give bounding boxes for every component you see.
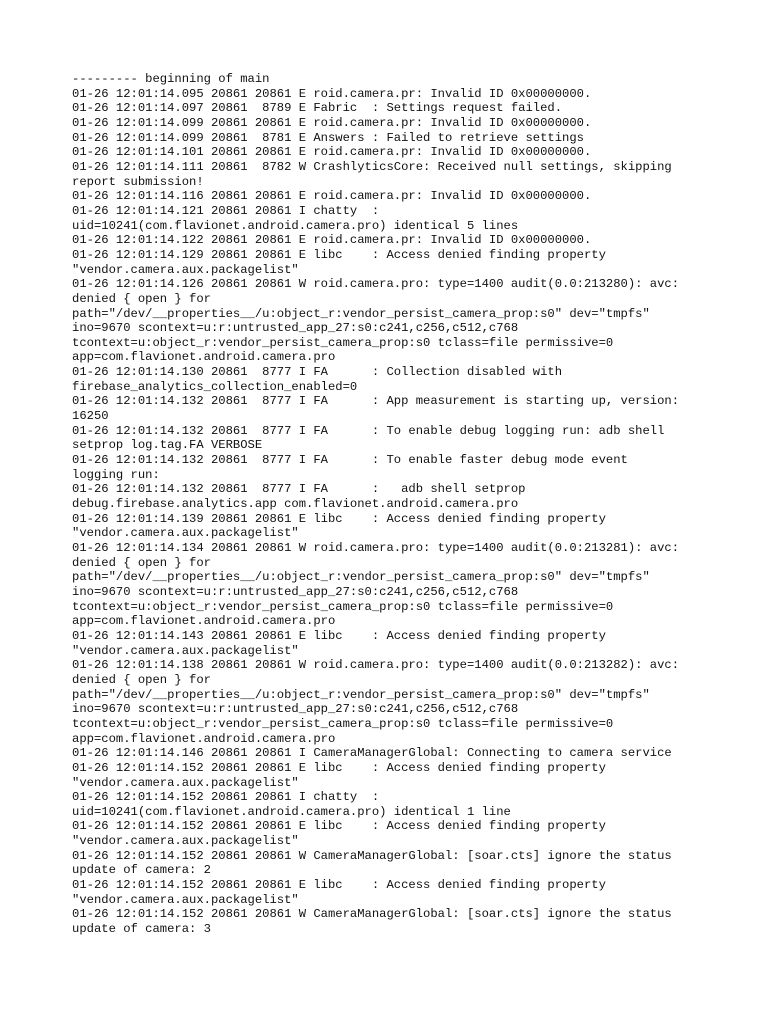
log-line: 01-26 12:01:14.152 20861 20861 I chatty : xyxy=(72,790,380,805)
log-line: app=com.flavionet.android.camera.pro xyxy=(72,350,336,365)
log-line: 01-26 12:01:14.121 20861 20861 I chatty : xyxy=(72,203,380,218)
log-line: 01-26 12:01:14.122 20861 20861 E roid.camera.pr: Invalid ID 0x00000000. xyxy=(72,233,592,248)
log-line: 01-26 12:01:14.111 20861 8782 W CrashlyticsCore: Received null settings, skipping xyxy=(72,159,672,174)
log-line: "vendor.camera.aux.packagelist" xyxy=(72,262,299,277)
log-line: denied { open } for xyxy=(72,555,211,570)
log-line: 01-26 12:01:14.134 20861 20861 W roid.camera.pro: type=1400 audit(0.0:213281): avc: xyxy=(72,541,680,555)
log-line: ino=9670 scontext=u:r:untrusted_app_27:s0:c241,c256,c512,c768 xyxy=(72,321,519,336)
log-line: 01-26 12:01:14.152 20861 20861 W CameraManagerGlobal: [soar.cts] ignore the status xyxy=(72,907,672,922)
log-line: path="/dev/__properties__/u:object_r:vendor_persist_camera_prop:s0" dev="tmpfs" xyxy=(72,570,650,585)
log-line: ino=9670 scontext=u:r:untrusted_app_27:s0:c241,c256,c512,c768 xyxy=(72,584,519,599)
log-line: 01-26 12:01:14.097 20861 8789 E Fabric : Settings request failed. xyxy=(72,101,563,116)
log-line: 01-26 12:01:14.099 20861 20861 E roid.camera.pr: Invalid ID 0x00000000. xyxy=(72,115,592,130)
log-line: 01-26 12:01:14.152 20861 20861 E libc : Access denied finding property xyxy=(72,878,606,893)
log-line: 01-26 12:01:14.116 20861 20861 E roid.camera.pr: Invalid ID 0x00000000. xyxy=(72,189,592,204)
log-line: 01-26 12:01:14.132 20861 8777 I FA : adb shell setprop xyxy=(72,482,526,497)
log-line: setprop log.tag.FA VERBOSE xyxy=(72,438,263,453)
log-line: "vendor.camera.aux.packagelist" xyxy=(72,526,299,541)
log-line: "vendor.camera.aux.packagelist" xyxy=(72,775,299,790)
log-line: app=com.flavionet.android.camera.pro xyxy=(72,614,336,629)
log-line: 01-26 12:01:14.095 20861 20861 E roid.camera.pr: Invalid ID 0x00000000. xyxy=(72,86,592,101)
log-line: path="/dev/__properties__/u:object_r:vendor_persist_camera_prop:s0" dev="tmpfs" xyxy=(72,687,650,702)
log-line: app=com.flavionet.android.camera.pro xyxy=(72,731,336,746)
log-line: 01-26 12:01:14.129 20861 20861 E libc : Access denied finding property xyxy=(72,247,606,262)
log-line: 01-26 12:01:14.132 20861 8777 I FA : To enable faster debug mode event xyxy=(72,453,628,468)
log-line: --------- beginning of main xyxy=(72,72,270,86)
log-line: 01-26 12:01:14.126 20861 20861 W roid.camera.pro: type=1400 audit(0.0:213280): avc: xyxy=(72,277,680,292)
log-line: uid=10241(com.flavionet.android.camera.pro) identical 5 lines xyxy=(72,218,519,233)
log-line: ino=9670 scontext=u:r:untrusted_app_27:s0:c241,c256,c512,c768 xyxy=(72,702,519,717)
log-line: update of camera: 3 xyxy=(72,922,211,937)
log-line: debug.firebase.analytics.app com.flavionet.android.camera.pro xyxy=(72,497,519,512)
log-line: 01-26 12:01:14.138 20861 20861 W roid.camera.pro: type=1400 audit(0.0:213282): avc: xyxy=(72,658,680,673)
log-line: 01-26 12:01:14.099 20861 8781 E Answers : Failed to retrieve settings xyxy=(72,130,584,145)
log-line: path="/dev/__properties__/u:object_r:vendor_persist_camera_prop:s0" dev="tmpfs" xyxy=(72,306,650,321)
log-line: 01-26 12:01:14.152 20861 20861 W CameraManagerGlobal: [soar.cts] ignore the status xyxy=(72,848,672,863)
log-line: 01-26 12:01:14.152 20861 20861 E libc : Access denied finding property xyxy=(72,760,606,775)
log-line: update of camera: 2 xyxy=(72,863,211,878)
log-line: tcontext=u:object_r:vendor_persist_camera_prop:s0 tclass=file permissive=0 xyxy=(72,599,614,614)
log-line: tcontext=u:object_r:vendor_persist_camera_prop:s0 tclass=file permissive=0 xyxy=(72,335,614,350)
log-line: 01-26 12:01:14.132 20861 8777 I FA : App measurement is starting up, version: xyxy=(72,394,680,409)
log-line: 01-26 12:01:14.146 20861 20861 I CameraManagerGlobal: Connecting to camera service xyxy=(72,746,672,761)
log-line: 01-26 12:01:14.132 20861 8777 I FA : To enable debug logging run: adb shell xyxy=(72,423,665,438)
log-line: 01-26 12:01:14.101 20861 20861 E roid.camera.pr: Invalid ID 0x00000000. xyxy=(72,145,592,160)
log-line: denied { open } for xyxy=(72,291,211,306)
log-line: 01-26 12:01:14.139 20861 20861 E libc : Access denied finding property xyxy=(72,511,606,526)
log-line: denied { open } for xyxy=(72,672,211,687)
log-body xyxy=(72,72,712,937)
log-line: 01-26 12:01:14.152 20861 20861 E libc : Access denied finding property xyxy=(72,819,606,834)
log-line: firebase_analytics_collection_enabled=0 xyxy=(72,379,358,394)
log-line: report submission! xyxy=(72,174,204,189)
log-line: 01-26 12:01:14.143 20861 20861 E libc : Access denied finding property xyxy=(72,628,606,643)
log-line: uid=10241(com.flavionet.android.camera.pro) identical 1 line xyxy=(72,804,511,819)
log-line: logging run: xyxy=(72,467,160,482)
log-line: "vendor.camera.aux.packagelist" xyxy=(72,834,299,849)
log-line: 16250 xyxy=(72,409,109,424)
log-line: "vendor.camera.aux.packagelist" xyxy=(72,643,299,658)
log-line: tcontext=u:object_r:vendor_persist_camera_prop:s0 tclass=file permissive=0 xyxy=(72,716,614,731)
log-document xyxy=(72,72,712,937)
log-line: "vendor.camera.aux.packagelist" xyxy=(72,892,299,907)
log-line: 01-26 12:01:14.130 20861 8777 I FA : Collection disabled with xyxy=(72,365,563,380)
